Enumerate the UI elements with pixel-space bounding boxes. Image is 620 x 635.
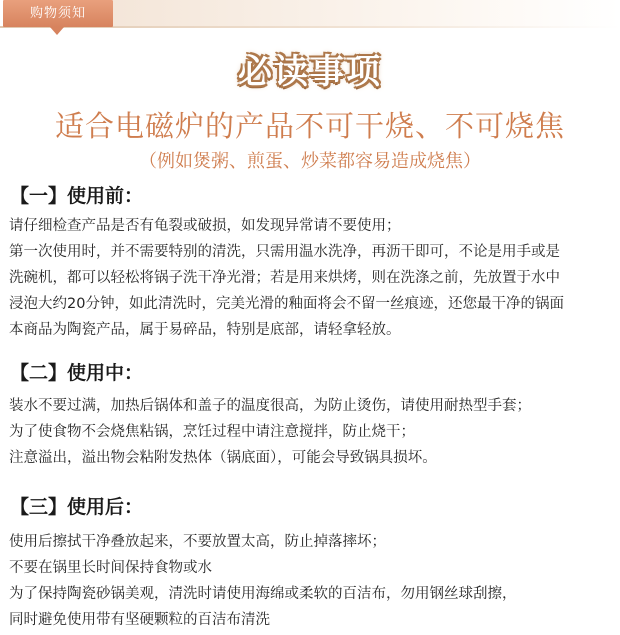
section-line: 请仔细检查产品是否有龟裂或破损，如发现异常请不要使用； [9,218,401,234]
section-line: 装水不要过满，加热后锅体和盖子的温度很高，为防止烫伤，请使用耐热型手套； [9,398,531,414]
section-line: 第一次使用时，并不需要特别的清洗，只需用温水洗净，再沥干即可，不论是用手或是 [9,244,560,260]
section-line: 为了使食物不会烧焦粘锅，烹饪过程中请注意搅拌，防止烧干； [9,424,415,440]
section-heading-before-use: 【一】使用前： [10,185,144,207]
header-fade-band [113,0,620,26]
section-line: 浸泡大约20分钟，如此清洗时，完美光滑的釉面将会不留一丝痕迹，还您最干净的锅面 [9,296,564,312]
main-title: 必读事项 [238,52,382,92]
header-tab-pointer [50,27,64,35]
subtitle: 适合电磁炉的产品不可干烧、不可烧焦 [54,109,565,143]
section-line: 不要在锅里长时间保持食物或水 [9,560,212,576]
section-line: 本商品为陶瓷产品，属于易碎品，特别是底部，请轻拿轻放。 [9,322,401,338]
section-line: 使用后擦拭干净叠放起来，不要放置太高，防止掉落摔坏； [9,534,386,550]
section-heading-after-use: 【三】使用后： [10,496,144,518]
section-line: 同时避免使用带有坚硬颗粒的百洁布清洗 [9,612,270,628]
header-tab: 购物须知 [3,0,113,27]
header-bar [0,0,620,30]
subtitle-note: （例如煲粥、煎蛋、炒菜都容易造成烧焦） [139,151,481,172]
section-line: 洗碗机，都可以轻松将锅子洗干净光滑；若是用来烘烤，则在洗涤之前，先放置于水中 [9,270,560,286]
section-heading-during-use: 【二】使用中： [10,362,144,384]
section-line: 为了保持陶瓷砂锅美观，清洗时请使用海绵或柔软的百洁布，勿用钢丝球刮擦， [9,586,517,602]
section-line: 注意溢出，溢出物会粘附发热体（锅底面），可能会导致锅具损坏。 [9,450,437,466]
